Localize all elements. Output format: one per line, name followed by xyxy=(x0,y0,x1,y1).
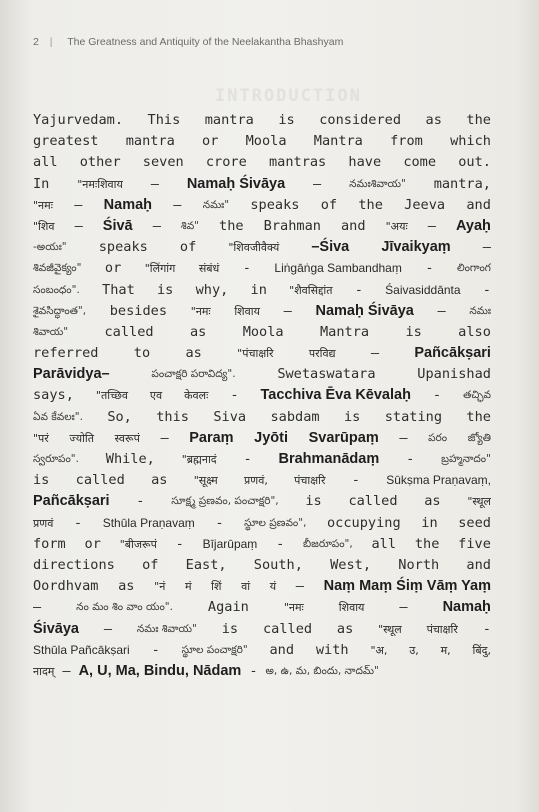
word: in xyxy=(421,514,438,531)
word: Sthūla Praṇavaṃ xyxy=(102,515,195,530)
word: తచ్ఛివ xyxy=(463,389,491,402)
word: form xyxy=(33,535,66,552)
word: "शिव xyxy=(33,219,55,233)
text-line xyxy=(33,576,491,597)
word: Naṃ Maṃ Śiṃ Vāṃ Yaṃ xyxy=(323,578,491,595)
word: - xyxy=(406,451,415,467)
word: Bījarūpaṃ xyxy=(202,536,258,551)
word: considered xyxy=(319,112,402,128)
word: Tacchiva Ēva Kēvalaḥ xyxy=(260,387,411,404)
word: म, xyxy=(440,643,451,657)
word: Parāvidya– xyxy=(33,366,110,383)
word: and xyxy=(341,217,366,234)
word: this xyxy=(156,408,189,425)
running-title: The Greatness and Antiquity of the Neelakantha Bhashyam xyxy=(67,36,344,48)
word: నమఃశివాయ" xyxy=(349,177,406,190)
word: Svarūpaṃ xyxy=(308,429,379,446)
word: प्रणवं, xyxy=(244,474,268,488)
word: That xyxy=(102,281,135,298)
word: - xyxy=(482,620,491,637)
word: "नं xyxy=(154,580,166,594)
word: శివాయ" xyxy=(33,325,69,338)
text-line xyxy=(33,428,491,449)
word: స్వరూపం". xyxy=(33,453,79,465)
word: నం మం శిం వాం యం". xyxy=(76,601,173,614)
word: "नमःशिवाय xyxy=(77,177,123,191)
word: – xyxy=(150,175,159,192)
bleed-through-heading: INTRODUCTION xyxy=(215,86,362,106)
word: says, xyxy=(33,387,74,404)
word: "नमः xyxy=(283,601,304,615)
text-line xyxy=(33,301,491,322)
word: the xyxy=(466,408,491,425)
word: Oordhvam xyxy=(33,578,99,595)
word: occupying xyxy=(327,514,401,531)
word: the xyxy=(358,196,383,213)
text-line xyxy=(33,174,491,195)
word: greatest xyxy=(33,133,99,150)
word: - xyxy=(276,535,285,552)
word: of xyxy=(320,196,338,213)
word: - xyxy=(242,260,251,277)
word: called xyxy=(75,472,125,489)
word: – xyxy=(427,217,436,234)
word: is xyxy=(405,323,422,340)
word: బ్రహ్మనాదం" xyxy=(441,453,491,465)
word: సూక్ష్మ ప్రణవం, పంచాక్షరి", xyxy=(171,495,279,508)
word: – xyxy=(295,578,304,595)
word: –Śiva xyxy=(311,239,350,256)
word: besides xyxy=(109,302,168,319)
word: यं xyxy=(269,580,277,594)
word: "तच्छिव xyxy=(95,389,128,403)
word: "नमः xyxy=(190,304,211,318)
word: – xyxy=(160,429,169,446)
word: have xyxy=(348,154,382,171)
word: – xyxy=(152,217,161,234)
word: "अ, xyxy=(370,643,388,657)
word: mantra xyxy=(204,112,254,128)
word: to xyxy=(133,345,151,362)
word: Pañcākṣari xyxy=(33,493,110,510)
word: all xyxy=(371,535,397,552)
word: Liṅgāṅga Sambandhaṃ xyxy=(274,261,402,276)
text-line xyxy=(33,343,491,364)
word: शिवाय xyxy=(234,304,260,318)
word: "बीजरूपं xyxy=(119,537,157,551)
text-line xyxy=(33,322,491,343)
word: Upanishad xyxy=(417,366,491,383)
text-line xyxy=(33,619,491,640)
word: - xyxy=(351,472,360,489)
word: In xyxy=(33,175,50,192)
text-line xyxy=(33,237,491,258)
word: is xyxy=(278,112,295,128)
word: - xyxy=(482,281,491,298)
word: or xyxy=(104,260,122,277)
word: out. xyxy=(458,154,491,171)
word: జ్యోతి xyxy=(467,431,491,444)
word: -అయః" xyxy=(33,241,67,254)
word: seven xyxy=(142,154,184,171)
word: come xyxy=(403,154,437,171)
word: Sūkṣma Praṇavaṃ, xyxy=(386,473,491,488)
word: as xyxy=(118,578,135,595)
word: is xyxy=(33,472,50,489)
word: referred xyxy=(33,345,99,362)
text-line xyxy=(33,258,491,279)
text-line xyxy=(33,110,491,131)
word: is xyxy=(156,281,174,298)
text-line xyxy=(33,640,491,661)
word: पंचाक्षरि xyxy=(426,622,458,636)
word: "लिंगांग xyxy=(144,262,176,276)
word: Swetaswatara xyxy=(277,366,376,383)
text-line xyxy=(33,491,491,512)
word: శివ" xyxy=(180,219,199,232)
word: "ब्रह्मनादं xyxy=(181,453,217,466)
word: Namaḥ Śivāya xyxy=(315,302,414,319)
word: - xyxy=(243,451,252,467)
page-number: 2 xyxy=(33,36,39,48)
text-line xyxy=(33,152,491,173)
word: Moola xyxy=(242,323,284,340)
word: – xyxy=(33,599,42,616)
text-line xyxy=(33,555,491,576)
word: Sthūla Pañcākṣari xyxy=(33,642,130,657)
word: స్థూల పంచాక్షరి" xyxy=(181,643,248,656)
text-line xyxy=(33,449,491,470)
text-line xyxy=(33,385,491,406)
word: Namaḥ xyxy=(442,599,491,616)
text-line xyxy=(33,280,491,301)
word: speaks xyxy=(250,196,300,213)
word: mantras xyxy=(268,154,327,171)
word: Siva xyxy=(213,408,247,425)
word: called xyxy=(104,323,154,340)
word: नादम् xyxy=(33,664,55,678)
word: of xyxy=(142,556,159,573)
word: the xyxy=(466,112,491,128)
word: and xyxy=(269,641,295,658)
word: South, xyxy=(253,556,303,573)
word: - xyxy=(354,281,363,298)
word: – xyxy=(173,196,182,213)
running-header xyxy=(33,36,343,48)
word: Moola xyxy=(245,133,287,150)
word: from xyxy=(390,133,423,150)
text-line xyxy=(33,597,491,618)
word: and xyxy=(466,196,491,213)
text-line xyxy=(33,195,491,216)
word: as xyxy=(424,493,441,510)
word: – xyxy=(437,302,446,319)
word: "नमः xyxy=(33,198,53,212)
word: "अयः xyxy=(385,219,408,233)
header-separator: | xyxy=(49,36,53,48)
word: of xyxy=(179,239,197,256)
word: is xyxy=(221,620,239,637)
word: – xyxy=(74,217,83,234)
word: Mantra xyxy=(313,133,363,150)
word: "शैवसिद्दांत xyxy=(289,283,333,297)
word: – xyxy=(313,175,322,192)
word: Brahmanādaṃ xyxy=(278,451,380,467)
text-line xyxy=(33,513,491,534)
text-line xyxy=(33,131,491,152)
word: Mantra xyxy=(319,323,370,340)
word: Jeeva xyxy=(404,196,446,213)
word: is xyxy=(343,408,361,425)
word: संबंधं xyxy=(198,262,220,276)
word: five xyxy=(458,535,491,552)
word: and xyxy=(466,556,491,573)
word: Śaivasiddānta xyxy=(385,282,461,297)
word: "शिवजीवैक्यं xyxy=(228,241,280,255)
word: स्वरूपं xyxy=(114,431,140,445)
word: లింగాంగ xyxy=(456,262,491,275)
word: – xyxy=(103,620,112,637)
word: Śivāya xyxy=(33,620,79,637)
word: బీజరూపం", xyxy=(303,537,353,550)
word: A, U, Ma, Bindu, Nādam xyxy=(78,662,242,679)
word: "स्थूल xyxy=(467,495,491,509)
word: - xyxy=(230,387,239,404)
word: all xyxy=(33,154,58,171)
word: స్థూల ప్రణవం", xyxy=(244,516,307,529)
word: Paraṃ xyxy=(189,429,234,446)
word: directions xyxy=(33,556,115,573)
body-text xyxy=(33,110,491,682)
word: as xyxy=(151,472,168,489)
word: the xyxy=(414,535,440,552)
word: Jyōti xyxy=(254,429,288,446)
word: Ayaḥ xyxy=(455,217,491,234)
word: Namaḥ Śivāya xyxy=(186,175,286,192)
word: నమః శివాయ" xyxy=(136,622,197,635)
word: Again xyxy=(207,599,249,616)
word: నమః xyxy=(469,304,491,317)
word: శైవసిద్ధాంత", xyxy=(33,304,87,317)
word: పంచాక్షరి పరావిద్య". xyxy=(151,368,236,381)
word: or xyxy=(84,535,101,552)
word: ఏవ కేవలః". xyxy=(33,410,83,423)
word: - xyxy=(73,514,83,531)
word: sabdam xyxy=(270,408,320,425)
word: నమః" xyxy=(202,198,230,211)
word: "परं xyxy=(33,431,49,445)
text-line xyxy=(33,661,491,682)
word: also xyxy=(458,323,491,340)
word: crore xyxy=(205,154,247,171)
word: Śivā xyxy=(102,217,133,234)
word: "स्थूल xyxy=(378,622,402,636)
word: - xyxy=(432,387,442,404)
word: प्रणवं xyxy=(33,516,54,530)
text-line xyxy=(33,534,491,555)
word: बिंदु, xyxy=(472,643,491,657)
word: एव xyxy=(149,389,163,403)
text-line xyxy=(33,364,491,385)
word: केवलः xyxy=(184,389,209,403)
word: – xyxy=(482,239,491,256)
text-line xyxy=(33,407,491,428)
word: West, xyxy=(330,556,372,573)
word: which xyxy=(450,133,491,150)
word: - xyxy=(249,662,258,679)
word: in xyxy=(250,281,267,298)
word: speaks xyxy=(98,239,148,256)
word: Pañcākṣari xyxy=(414,345,491,362)
word: called xyxy=(262,620,313,637)
word: శివజీవైక్యం" xyxy=(33,262,82,275)
word: - xyxy=(151,641,160,658)
word: – xyxy=(74,196,83,213)
text-line xyxy=(33,470,491,491)
word: परविद्य xyxy=(308,347,336,361)
word: other xyxy=(79,154,121,171)
word: – xyxy=(62,662,71,679)
word: North xyxy=(398,556,440,573)
word: शिं xyxy=(211,580,222,594)
word: - xyxy=(215,514,224,531)
word: with xyxy=(315,641,349,658)
word: - xyxy=(175,535,184,552)
word: సంబంధం". xyxy=(33,283,80,296)
word: Yajurvedam. xyxy=(33,112,124,128)
word: – xyxy=(370,345,380,362)
word: as xyxy=(189,323,207,340)
word: - xyxy=(136,493,145,510)
word: mantra xyxy=(125,133,175,150)
word: the xyxy=(219,217,244,234)
word: Jīvaikyaṃ xyxy=(381,239,451,256)
word: stating xyxy=(384,408,443,425)
word: While, xyxy=(105,451,155,467)
word: why, xyxy=(195,281,229,298)
word: as xyxy=(336,620,354,637)
word: – xyxy=(399,599,408,616)
word: Namaḥ xyxy=(103,196,153,213)
word: उ, xyxy=(409,643,419,657)
word: or xyxy=(202,133,219,150)
word: called xyxy=(348,493,398,510)
word: - xyxy=(425,260,434,277)
word: ज्योति xyxy=(69,431,95,445)
word: పరం xyxy=(428,431,448,444)
word: So, xyxy=(107,408,132,425)
word: seed xyxy=(458,514,491,531)
word: Brahman xyxy=(263,217,321,234)
word: शिवाय xyxy=(338,601,365,615)
word: This xyxy=(147,112,181,128)
word: "सूक्ष्म xyxy=(193,474,218,488)
word: East, xyxy=(185,556,227,573)
word: "पंचाक्षरि xyxy=(237,347,274,361)
word: అ, ఉ, మ, బిందు, నాదమ్" xyxy=(265,664,379,677)
word: as xyxy=(425,112,442,128)
word: as xyxy=(185,345,202,362)
word: वां xyxy=(241,580,251,594)
word: मं xyxy=(184,580,192,594)
word: – xyxy=(399,429,408,446)
word: is xyxy=(305,493,322,510)
word: पंचाक्षरि xyxy=(294,474,326,488)
word: – xyxy=(283,302,292,319)
text-line xyxy=(33,216,491,237)
word: mantra, xyxy=(433,175,491,192)
